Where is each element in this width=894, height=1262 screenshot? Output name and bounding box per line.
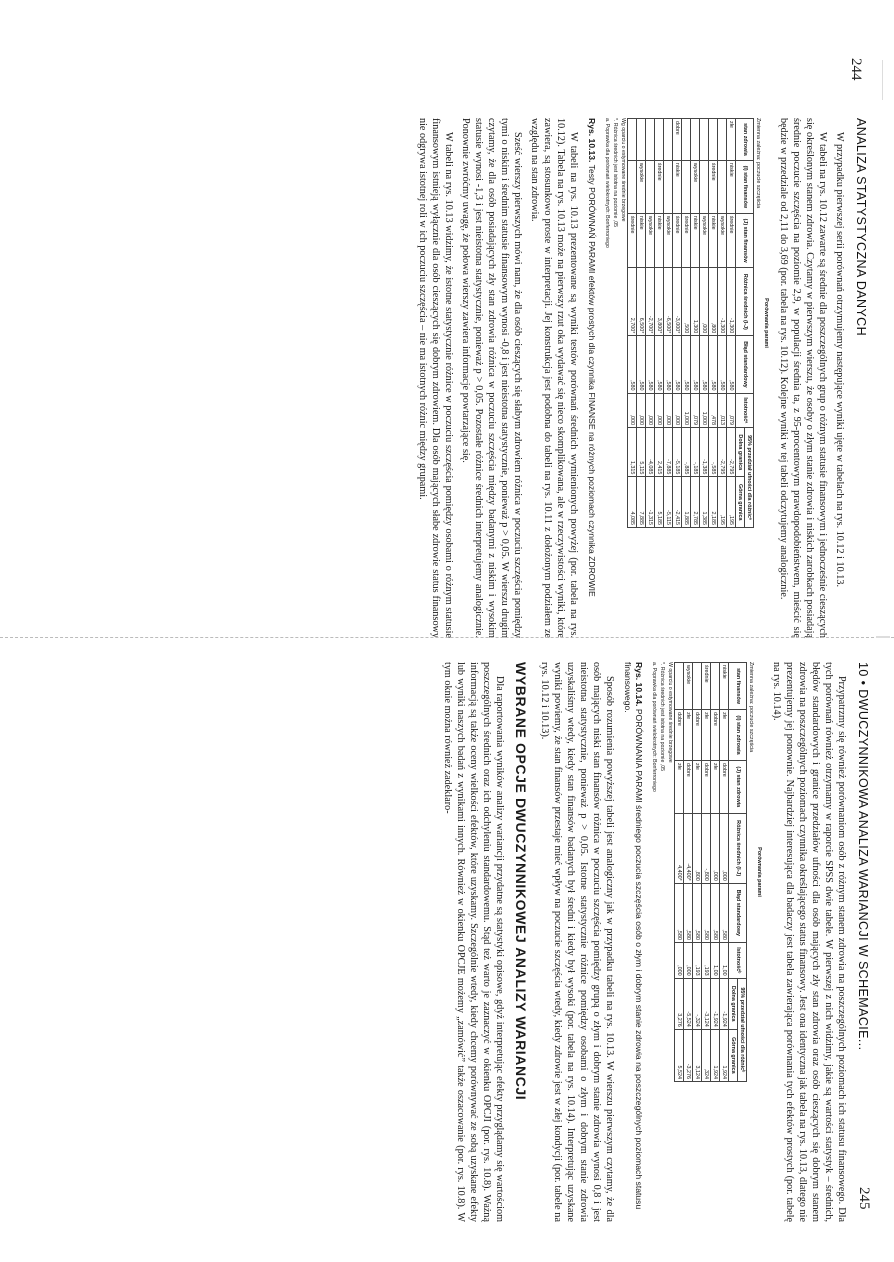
- table-cell: -2,795: [718, 428, 727, 477]
- table-row: [720, 663, 729, 1082]
- table-cell: 1,385: [700, 477, 709, 528]
- table-cell: -2,700*: [646, 268, 655, 336]
- table-cell: dobre: [702, 760, 711, 813]
- running-header: ANALIZA STATYSTYCZNA DANYCH: [854, 118, 868, 337]
- table-cell: [711, 663, 720, 710]
- table-cell: 5,115: [637, 428, 646, 477]
- table-cell: złe: [702, 710, 711, 761]
- figure-caption: [586, 118, 597, 638]
- column-header: (J) stan zdrowia: [729, 760, 747, 813]
- table-cell: ,580: [720, 883, 729, 942]
- page-number: 245: [856, 1187, 872, 1210]
- table-cell: złe: [711, 760, 720, 813]
- table-row: [727, 119, 736, 528]
- table-footnote: *. Różnica średnich jest istotna na poziomie ,05: [612, 118, 618, 227]
- table-cell: 7,885: [637, 477, 646, 528]
- table-cell: ,580: [727, 336, 736, 393]
- page-number: 244: [848, 58, 864, 81]
- table-cell: 1,300: [691, 268, 700, 336]
- table-cell: 3,276: [675, 978, 684, 1029]
- table-cell: średnie: [628, 213, 637, 268]
- table-cell: złe: [720, 710, 729, 761]
- table-cell: niskie: [691, 213, 700, 268]
- table-cell: [646, 119, 655, 161]
- paragraph: Sześć wierszy pierwszych mówi nam, że dla osób cieszących się słabym zdrowiem różnica w poczuciu szczęścia pomiędzy tymi o niskim i średnim statusie finansowym wynosi -0,8 i jest nieistotna statystycznie, ponieważ p > 0,05. W wierszu drugim czytamy, że dla osób posiadających zły stan zdrowia różnica w poczuciu szczęścia między badanymi z niskim i wysokim statusie wynosi -1,3 i jest nieistotna statystycznie, ponieważ p > 0,05. Pozostałe różnice średnich interpretujemy analogicznie. Ponownie zwróćmy uwagę, że połowa wierszy zawiera informacje powtarzające się.: [460, 118, 523, 638]
- table-cell: ,580: [637, 336, 646, 393]
- column-header: Górna granica: [729, 1029, 738, 1081]
- table-cell: 1,315: [628, 428, 637, 477]
- table-cell: złe: [693, 760, 702, 813]
- table-cell: złe: [727, 119, 736, 161]
- table-cell: 1,924: [711, 1029, 720, 1081]
- running-header: 10 • DWUCZYNNIKOWA ANALIZA WARIANCJI W SCHEMACIE...: [856, 662, 870, 1051]
- table-cell: niskie: [637, 213, 646, 268]
- table-cell: niskie: [727, 160, 736, 213]
- page-244: [80, 58, 868, 638]
- table-cell: ,000: [646, 393, 655, 428]
- table-footnote: Wg oparciu o estymowane średnie brzegowe: [620, 118, 626, 222]
- table-cell: [628, 119, 637, 161]
- table-cell: wysokie: [684, 663, 693, 710]
- caption-label: Rys. 10.14.: [634, 662, 644, 707]
- column-header: (I) stan finansów: [736, 160, 754, 213]
- table-cell: 2,415: [655, 428, 664, 477]
- pairwise-table-1013: [603, 118, 769, 528]
- table-cell: ,580: [700, 336, 709, 393]
- table-row: [664, 119, 673, 528]
- table-cell: -5,115: [664, 477, 673, 528]
- table-row: [691, 119, 700, 528]
- paragraph: W tabeli na rys. 10.13 widzimy, że istotne statystycznie różnice w poczuciu szczęścia pomiędzy osobami o różnym statusie finansowym istnieją wyłącznie dla osób cieszących się dobrym zdrowiem. Dla osób mających słabe zdrowie status finansowy nie odgrywa istotnej roli w ich poczuciu szczęścia – nie ma istotnych różnic między grupami.: [417, 118, 454, 638]
- table-cell: złe: [675, 760, 684, 813]
- table-cell: ,000: [673, 393, 682, 428]
- table-cell: -2,795: [727, 428, 736, 477]
- table-cell: wysokie: [637, 160, 646, 213]
- table-cell: 3,124: [693, 1029, 702, 1081]
- column-header: stan zdrowia: [736, 119, 754, 161]
- table-cell: [628, 160, 637, 213]
- table-row: [682, 119, 691, 528]
- table-footnote: *. Różnica średnich jest istotna na poziomie ,05: [659, 662, 665, 771]
- table-row: [693, 663, 702, 1082]
- table-cell: 5,185: [655, 477, 664, 528]
- table-cell: ,500: [682, 268, 691, 336]
- table-cell: [691, 119, 700, 161]
- section-heading: WYBRANE OPCJE DWUCZYNNIKOWEJ ANALIZY WARIANCJI: [513, 662, 529, 1101]
- table-cell: [693, 663, 702, 710]
- table-row: [702, 663, 711, 1082]
- table-cell: 1,000: [682, 393, 691, 428]
- table-footnote: W oparciu o estymowane średnie brzegowe: [667, 662, 673, 763]
- table-cell: -,800: [702, 813, 711, 883]
- table-row: [709, 119, 718, 528]
- table-cell: [682, 119, 691, 161]
- table-cell: ,000: [720, 813, 729, 883]
- table-cell: -5,524: [684, 978, 693, 1029]
- table-cell: wysokie: [664, 213, 673, 268]
- table-subtitle: Zmienna zależna: poczucie szczęścia: [748, 662, 754, 753]
- table-cell: ,000: [675, 942, 684, 978]
- table-cell: ,580: [709, 336, 718, 393]
- table-cell: ,000: [700, 268, 709, 336]
- table-cell: 1,00: [711, 942, 720, 978]
- table-cell: 1,885: [682, 477, 691, 528]
- table-cell: niskie: [655, 213, 664, 268]
- table-cell: [646, 160, 655, 213]
- table-cell: ,580: [675, 883, 684, 942]
- table-cell: -2,415: [673, 477, 682, 528]
- table-cell: [682, 160, 691, 213]
- table-cell: 2,785: [691, 477, 700, 528]
- table-cell: -7,885: [664, 428, 673, 477]
- table-cell: [637, 119, 646, 161]
- table-cell: [709, 119, 718, 161]
- table-cell: ,478: [709, 393, 718, 428]
- pairwise-table-1014: [650, 662, 762, 1082]
- table-cell: 6,500*: [637, 268, 646, 336]
- table-cell: ,000: [637, 393, 646, 428]
- table-cell: -1,315: [646, 477, 655, 528]
- table-subtitle: Zmienna zależna: poczucie szczęścia: [755, 118, 761, 209]
- table-row: [684, 663, 693, 1082]
- page-245-body: [437, 662, 848, 1222]
- column-header: stan finansów: [729, 663, 747, 710]
- table-cell: 2,700*: [628, 268, 637, 336]
- table-cell: -1,300: [718, 268, 727, 336]
- table-cell: -3,124: [702, 978, 711, 1029]
- table-cell: [664, 160, 673, 213]
- table-cell: 1,924: [720, 1029, 729, 1081]
- table-cell: ,580: [628, 336, 637, 393]
- table-cell: ,800: [709, 268, 718, 336]
- column-header: Błąd standardowy: [736, 336, 754, 393]
- paragraph: W tabeli na rys. 10.12 zawarte są średnie dla poszczególnych grup o różnym statusie finansowym i jednocześnie cieszących się określonym stanem zdrowia. Czytamy w pierwszym wierszu, że osoby o złym stanie zdrowia i niskich zarobkach posiadają średnie poczucie szczęścia na poziomie 2,9, w populacji średnia ta, z 95-procentowym prawdopodobieństwem, mieścić się będzie w przedziale od 2,11 do 3,69 (por. tabela na rys. 10.12). Kolejne wyniki w tej tabeli odczytujemy analogicznie.: [778, 118, 828, 638]
- table-cell: -,324: [693, 978, 702, 1029]
- table-row: [673, 119, 682, 528]
- table-cell: ,580: [664, 336, 673, 393]
- table-cell: ,800: [693, 813, 702, 883]
- table-row: [675, 663, 684, 1082]
- table-footnote: a. Poprawka dla porównań wielokrotnych: Bonferroniego: [604, 118, 610, 248]
- table-cell: ,580: [682, 336, 691, 393]
- table-cell: ,324: [702, 1029, 711, 1081]
- table-title: Porównania parami: [756, 847, 762, 897]
- table-cell: niskie: [720, 663, 729, 710]
- table-cell: -4,400*: [684, 813, 693, 883]
- column-header: Dolna granica: [729, 978, 738, 1029]
- table-title: Porównania parami: [763, 298, 769, 348]
- table-cell: -4,085: [646, 428, 655, 477]
- table-row: [718, 119, 727, 528]
- table-cell: ,580: [646, 336, 655, 393]
- table-cell: -,885: [682, 428, 691, 477]
- results-table: [674, 662, 747, 1082]
- paragraph: Przypatrzmy się również porównaniom osób z różnym stanem zdrowia na poszczególnych poziomach ich statusu finansowego. Dla tych porównań również otrzymamy w raporcie SPSS dwie tabele. W pierwszej z nich widzimy, jakie są wartości statystyk – średnich, błędów standardowych i granice przedziałów ufności dla osób mających zły stan zdrowia oraz osób cieszących się dobrym stanem zdrowia na poszczególnych poziomach czynnika określającego status finansowy. Jest ona identyczna jak tabela na rys. 10.13, dlatego nie prezentujemy jej ponownie. Najbardziej interesująca dla badaczy jest tabela zawierająca porównania tych efektów prostych (por. tabelę na rys. 10.14).: [771, 662, 847, 1222]
- table-cell: -1,924: [711, 978, 720, 1029]
- table-cell: złe: [684, 710, 693, 761]
- table-cell: wysokie: [691, 160, 700, 213]
- table-row: [628, 119, 637, 528]
- column-header: (I) stan zdrowia: [729, 710, 747, 761]
- table-cell: 2,185: [709, 477, 718, 528]
- paragraph: W przypadku pierwszej serii porównań otrzymujemy następujące wyniki ujęte w tabelach na rys. 10.12 i 10.13.: [834, 132, 845, 588]
- table-cell: [655, 119, 664, 161]
- table-cell: ,580: [693, 883, 702, 942]
- table-cell: niskie: [709, 213, 718, 268]
- column-header: Górna granica: [736, 477, 745, 528]
- table-cell: średnie: [709, 160, 718, 213]
- table-cell: dobre: [675, 710, 684, 761]
- table-cell: ,193: [702, 942, 711, 978]
- table-cell: 1,000: [700, 393, 709, 428]
- table-footnote: a. Poprawka dla porównań wielokrotnych: Bonferroniego: [651, 662, 657, 792]
- table-cell: dobre: [673, 119, 682, 161]
- page-245: [80, 662, 872, 1222]
- column-header: Różnica średnich (I-J): [736, 268, 754, 336]
- caption-text: PORÓWNANIA PARAMI średniego poczucia szczęścia osób o złym i dobrym stanie zdrowia na poszczególnych poziomach statusu finansowego.: [623, 662, 644, 1210]
- table-cell: ,580: [718, 336, 727, 393]
- table-cell: średnie: [655, 160, 664, 213]
- table-cell: ,580: [691, 336, 700, 393]
- table-cell: -,585: [709, 428, 718, 477]
- column-header: Istotnośćᵃ: [736, 393, 754, 428]
- table-cell: dobre: [711, 710, 720, 761]
- table-cell: ,000: [628, 393, 637, 428]
- caption-text: Testy PORÓWNAŃ PARAMI efektów prostych dla czynnika FINANSE na różnych poziomach czynnika ZDROWIE: [587, 164, 597, 597]
- table-cell: ,580: [702, 883, 711, 942]
- table-cell: -3,276: [684, 1029, 693, 1081]
- table-cell: ,580: [711, 883, 720, 942]
- scan-edge-mark: [876, 636, 890, 638]
- table-cell: ,013: [718, 393, 727, 428]
- table-header-row: [745, 119, 754, 528]
- table-cell: ,000: [711, 813, 720, 883]
- table-cell: ,079: [691, 393, 700, 428]
- table-cell: dobre: [693, 710, 702, 761]
- table-cell: [664, 119, 673, 161]
- table-cell: -5,185: [673, 428, 682, 477]
- table-cell: [700, 160, 709, 213]
- figure-caption: [622, 662, 644, 1222]
- table-cell: 5,524: [675, 1029, 684, 1081]
- column-header: (J) stan finansów: [736, 213, 754, 268]
- table-cell: 4,085: [628, 477, 637, 528]
- table-cell: -3,000*: [673, 268, 682, 336]
- table-cell: [675, 663, 684, 710]
- table-cell: ,000: [684, 942, 693, 978]
- table-cell: -,185: [691, 428, 700, 477]
- table-cell: dobre: [720, 760, 729, 813]
- table-cell: ,000: [655, 393, 664, 428]
- table-cell: [700, 119, 709, 161]
- paragraph: W tabeli na rys. 10.13 prezentowane są wyniki testów porównań średnich wymienionych powyżej (por. tabela na rys. 10.12). Tabela na rys. 10.13 może na pierwszy rzut oka wydawać się nieco skomplikowana, ale w rzeczywistości wyniki, które zawiera, są stosunkowo proste w interpretacji. Jej konstrukcja jest podobna do tabeli na rys. 10.11 z dołożonym podziałem ze względu na stan zdrowia.: [529, 118, 579, 638]
- page-gutter: [0, 637, 894, 639]
- column-header: Różnica średnich (I-J): [729, 813, 747, 883]
- table-cell: ,195: [727, 477, 736, 528]
- table-cell: średnie: [702, 663, 711, 710]
- table-cell: ,580: [655, 336, 664, 393]
- table-cell: [718, 160, 727, 213]
- table-cell: średnie: [673, 213, 682, 268]
- column-header: Dolna granica: [736, 428, 745, 477]
- table-cell: dobre: [684, 760, 693, 813]
- table-cell: ,079: [727, 393, 736, 428]
- table-cell: niskie: [673, 160, 682, 213]
- table-row: [646, 119, 655, 528]
- table-cell: ,580: [684, 883, 693, 942]
- table-header-row: [738, 663, 747, 1082]
- table-cell: ,580: [673, 336, 682, 393]
- table-cell: wysokie: [700, 213, 709, 268]
- table-cell: średnie: [682, 213, 691, 268]
- ci-header: 95% przedział ufności dla różnicᵇ: [738, 978, 747, 1081]
- column-header: Błąd standardowy: [729, 883, 747, 942]
- table-cell: ,193: [693, 942, 702, 978]
- paragraph: Sposób rozumienia powyższej tabeli jest analogiczny jak w przypadku tabeli na rys. 10.13. W wierszu pierwszym czytamy, że dla osób mających niski stan finansów różnica w poczuciu szczęścia pomiędzy grupą o złym i dobrym stanie zdrowia wynosi 0,8 i jest nieistotna statystycznie, ponieważ p > 0,05. Istotne statystycznie różnice pomiędzy osobami o złym i dobrym stanie zdrowia uzyskaliśmy wtedy, kiedy stan finansów badanych był średni i kiedy był wysoki (por. tabela na rys. 10.14). Interpretując uzyskane wyniki powiemy, że stan finansów przestaje mieć wpływ na poczucie szczęścia wtedy, kiedy zdrowie jest w złej kondycji (por. tabele na rys. 10.12 i 10.13).: [539, 662, 615, 1222]
- table-cell: wysokie: [718, 213, 727, 268]
- table-row: [637, 119, 646, 528]
- table-cell: -6,500*: [664, 268, 673, 336]
- table-cell: wysokie: [646, 213, 655, 268]
- table-cell: 3,800*: [655, 268, 664, 336]
- column-header: Istotnośćᵇ: [729, 942, 747, 978]
- table-cell: średnie: [727, 213, 736, 268]
- paragraph: Dla raportowania wyników analizy wariancji przydatne są statystyki opisowe, gdyż interpretując efekty przyglądamy się wartościom poszczególnych średnich oraz ich odchyleniu standardowemu. Stąd też warto je zaznaczyć w okienku OPCJI (por. rys. 10.8). Ważną informacją są także oceny wielkości efektów, które uzyskamy. Szczególnie wtedy, kiedy chcemy porównywać ze sobą uzyskane efekty lub wyniki naszych badań z wynikami innych. Również w okienku OPCJE możemy „zamówić” także oszacowanie (por. rys. 10.8). W tym oknie można również zadeklaro-: [442, 662, 505, 1222]
- table-cell: ,195: [718, 477, 727, 528]
- table-row: [711, 663, 720, 1082]
- table-cell: 1,00: [720, 942, 729, 978]
- table-cell: -1,385: [700, 428, 709, 477]
- table-cell: [718, 119, 727, 161]
- table-row: [655, 119, 664, 528]
- table-row: [700, 119, 709, 528]
- results-table: [627, 118, 754, 528]
- ci-header: 95% przedział ufności dla różnicᵃ: [745, 428, 754, 528]
- table-cell: -1,300: [727, 268, 736, 336]
- page-244-body: [412, 118, 846, 638]
- table-cell: ,000: [664, 393, 673, 428]
- scan-edge-mark: [882, 60, 883, 100]
- table-cell: -1,924: [720, 978, 729, 1029]
- caption-label: Rys. 10.13.: [587, 118, 597, 163]
- table-cell: 4,400*: [675, 813, 684, 883]
